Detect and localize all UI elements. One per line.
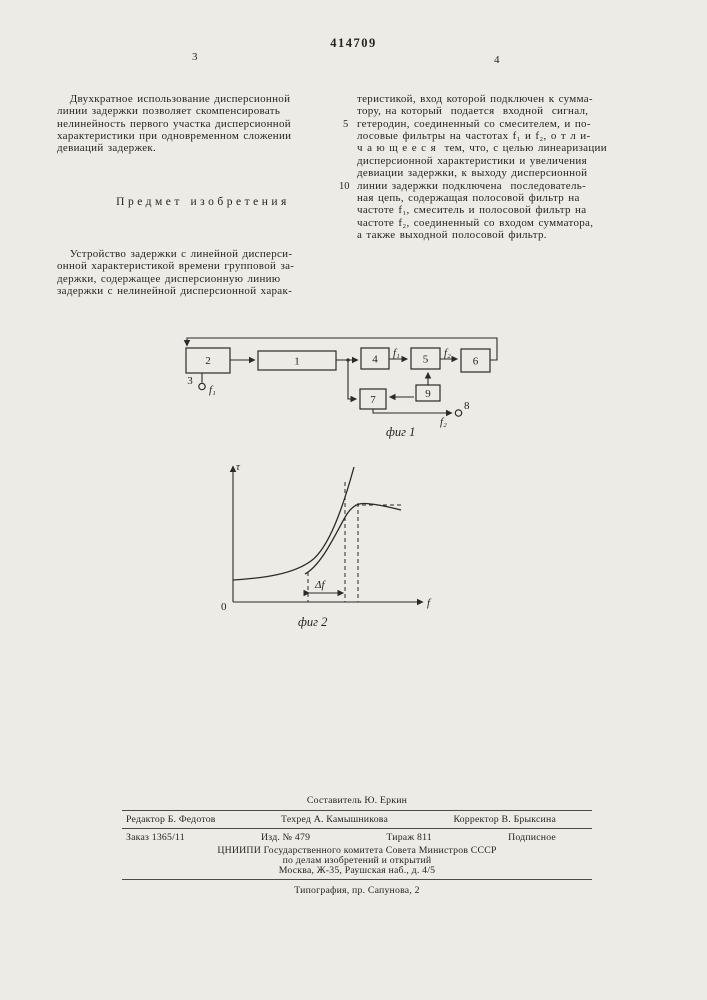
column-number-left: 3 [192,51,198,63]
footer-techred: Техред А. Камышникова [281,814,389,825]
footer-org-line2: по делам изобретений и открытий [282,855,432,866]
gutter-line-number-10: 10 [339,181,350,192]
curve-nonlinear [233,467,354,580]
block-7-label: 7 [370,394,376,406]
fig2-graph [205,452,450,632]
right-text-column [357,68,653,267]
footer-org-line3: Москва, Ж-35, Раушская наб., д. 4/5 [278,865,436,876]
column-number-right: 4 [494,54,500,66]
terminal-8-label: 8 [464,400,470,412]
x-axis-label-f: f [427,597,431,609]
block-2-label: 2 [205,355,211,367]
curve-linearized [305,503,401,574]
block-1-label: 1 [294,355,300,368]
terminal-3-label: 3 [187,375,193,387]
patent-number: 414709 [330,36,377,50]
footer-rule-2 [122,828,592,829]
fig2-axes [233,466,423,602]
signal-label-f1-bottom: f₁ [209,384,216,396]
block-6-label: 6 [472,355,479,368]
footer-printer: Типография, пр. Сапунова, 2 [294,885,420,896]
signal-label-f2-top: f₂ [444,347,451,359]
footer-rule-3 [122,879,592,880]
fig1-caption: фиг 1 [386,425,416,439]
fig1-block-diagram [140,325,520,443]
footer-order-row [126,832,556,843]
footer-corrector: Корректор В. Брыксина [453,814,556,825]
paragraph-3: теристикой, вход которой подключен к сумма- тору, на который подается входной сигнал, гетеродин, соединенный со смесителем, и по- лосовые фильтры на частотах f₁ и f₂, о т л и- ч а ю щ е е с я тем, что, с целью линеаризации дисперсионной характеристики и увеличения девиации задержки, к выходу дисперсионной линии задержки подключена последователь- ная цепь, содержащая полосовой фильтр на частоте f₁, смеситель и полосовой фильтр на частоте f₂, соединенный со входом сумматора, а также выходной полосовой фильтр. [357,92,607,242]
footer-podpisnoe: Подписное [508,832,556,843]
signal-label-f1-top: f₁ [393,347,400,359]
paragraph-2: Устройство задержки с линейной дисперси- онной характеристикой времени групповой за- держки, содержащее дисперсионную линию задержки с нелинейной дисперсионной харак- [57,247,295,298]
footer-org-line1: ЦНИИПИ Государственного комитета Совета Министров СССР [217,845,497,856]
paragraph-1: Двухкратное использование дисперсионной линии задержки позволяет скомпенсировать нелинейность первого участка дисперсионной характеристики при одновременном сложении девиаций задержек. [57,92,292,155]
footer-compiler: Составитель Ю. Еркин [306,795,408,806]
gutter-line-number-5: 5 [343,119,349,130]
output-terminal-circle [455,410,461,416]
fig2-caption: фиг 2 [298,615,328,629]
footer-editor: Редактор Б. Федотов [126,814,216,825]
footer-izd-number: Изд. № 479 [261,832,311,843]
footer-rule-1 [122,810,592,811]
section-heading: Предмет изобретения [116,195,290,208]
footer-tirazh: Тираж 811 [386,832,432,843]
origin-label: 0 [221,601,227,613]
left-text-column [57,68,349,322]
delta-f-label: Δf [315,579,325,591]
footer-staff-row [126,814,556,825]
signal-label-f2-bottom: f₂ [440,416,447,428]
y-axis-label-tau: τ [236,461,240,473]
block-4-label: 4 [372,353,378,366]
block-9-label: 9 [425,388,431,400]
block-5-label: 5 [422,353,429,366]
input-terminal-circle [199,383,205,389]
footer-order-number: Заказ 1365/11 [126,832,185,843]
fig2-curves [233,467,401,580]
